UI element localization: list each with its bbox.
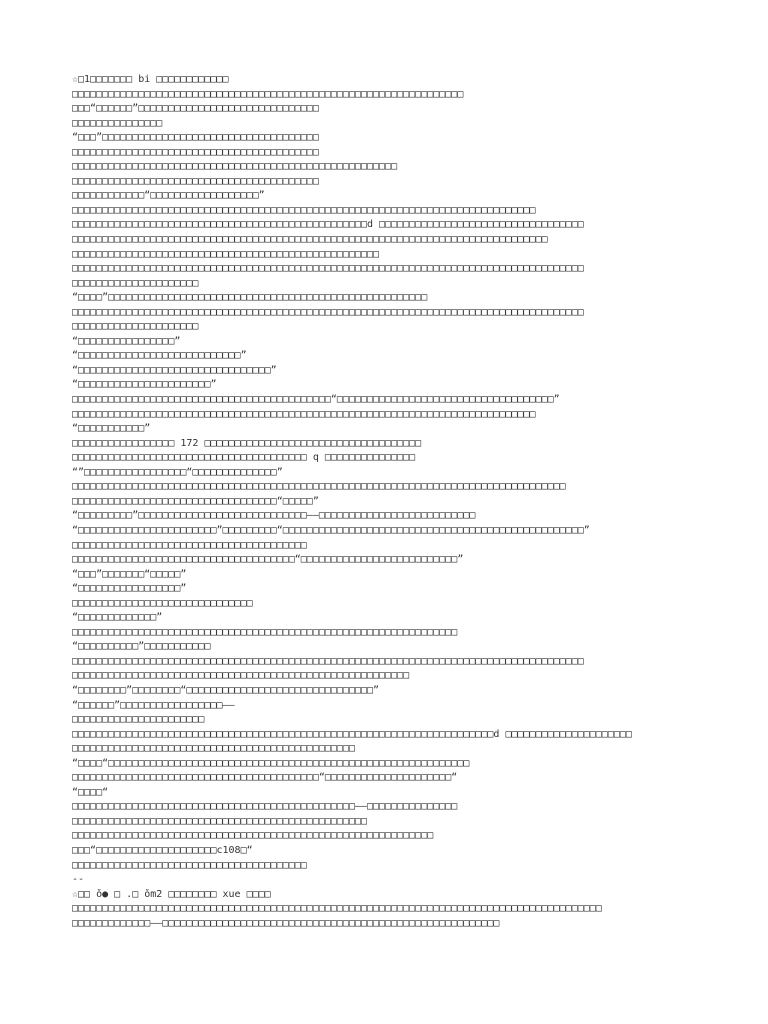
text-line: □□□□□□□□□□□□□□□□□□□□□□□□□□□□□□□□□□□□□□□□□□□□□□□□□□□□□□□□□□□□□□□□□□□□□□□□□□□□□□□□□□ [72,481,566,493]
text-line: □□□□□□□□□□□□“□□□□□□□□□□□□□□□□□□” [72,190,265,202]
text-line: □□□“□□□□□□□□□□□□□□□□□□□□c108□“ [72,844,253,856]
text-line: □□□□□□□□□□□□□□□□□□□□□□□□□□□□□□□□□□□□□□□□□“□□□□□□□□□□□□□□□□□□□□□“ [72,772,458,784]
text-line: “□□□□□□□□□□□□□” [72,612,163,624]
text-line: ☆□1□□□□□□□ bi □□□□□□□□□□□□ [72,74,229,85]
text-line: □□□□□□□□□□□□□□□□□□□□□□□□□□□□□□□□□□□□□□□ [72,859,307,871]
text-line: “□□□□“□□□□□□□□□□□□□□□□□□□□□□□□□□□□□□□□□□□□□□□□□□□□□□□□□□□□□□□□□□□□ [72,757,470,769]
text-line: □□□□□□□□□□□□□□□□□□□□□□□□□□□□□□□□□□□□□□□□□□□□□□□□□□□□□□□□□□□□□□□□□□□□□□□□□□□□□ [72,204,536,216]
text-line: □□□□□□□□□□□□□□□□□□□□□□ [72,714,205,726]
text-line: □□□□□□□□□□□□□□□□□□□□□□□□□□□□□□□□□□“□□□□□” [72,495,319,507]
text-line: □□□□□□□□□□□□□□□□□□□□□□□□□□□□□□□□□□□□□□□□□□□□□□□□□□□□□□□□□□□□□□□□□□□□□□□□□□□□□□□□□□□□□ [72,655,584,667]
text-line: □□□□□□□□□□□□□□□□□□□□□□□□□□□□□□□□□□□□□□□□□□□□□□□□□□□□□□□□ [72,670,410,682]
text-line: □□□□□□□□□□□□□□□□□□□□□□□□□□□□□□□□□□□□□□□□□□□□□□□□□□□□□□□□□□□□□□□□ [72,626,458,638]
text-line: “□□□”□□□□□□□“□□□□□” [72,568,187,580]
text-line: □□□□□□□□□□□□□□□□□□□□□□□□□□□□□□□□□□□□□□□□□□□□□□□□□□□□□□□□□□□□□□□□□□□□□□d □□□□□□□□□□□□□□□□□□□□□ [72,728,632,740]
text-line: □□□□□□□□□□□□□□□□□□□□□□□□□□□□□□□□□□□□□“□□□□□□□□□□□□□□□□□□□□□□□□□□” [72,554,464,566]
text-line: □□□□□□□□□□□□□□□□□□□□□□□□□□□□□□□□□□□□□□□□□□□□□□□□□□□□□□□□□□□□ [72,830,434,842]
text-line: □□□□□□□□□□□□□□□□□ 172 □□□□□□□□□□□□□□□□□□□□□□□□□□□□□□□□□□□□ [72,437,422,449]
text-line: □□□□□□□□□□□□□□□□□□□□□□□□□□□□□□□□□□□□□□□□□□□□□□□□□□□□□□□□□□□□□□□□□□□□□□□□□□□□□□□ [72,234,548,246]
text-line: □□□□□□□□□□□□□□□□□□□□□□□□□□□□□□□□□□□□□□□□□□□□□□□□□□□□□□□□□□□□□□□□□□□□□□□□□□□□□□□□□□□□□□□□ [72,903,602,915]
text-line: □□□□□□□□□□□□□□□□□□□□□□□□□□□□□□ [72,597,253,609]
text-line: □□□□□□□□□□□□□□□□□□□□□ [72,277,199,289]
text-line: □□□□□□□□□□□□□□□□□□□□□□□□□□□□□□□□□□□□□□□□□□□□□□□ [72,743,355,755]
text-line: ☆□□ ǒ● □ .□ ǒm2 □□□□□□□□ xue □□□□ [72,888,271,900]
text-line: “□□□□□□□□□□”□□□□□□□□□□□ [72,641,211,653]
text-line: “□□□□“ [72,786,109,798]
text-line: “□□□□”□□□□□□□□□□□□□□□□□□□□□□□□□□□□□□□□□□□□□□□□□□□□□□□□□□□□□ [72,292,428,304]
text-line: □□□□□□□□□□□□□□□□□□□□□ [72,321,199,333]
text-line: □□□□□□□□□□□□□□□□□□□□□□□□□□□□□□□□□□□□□□□□□□□□□□□——□□□□□□□□□□□□□□□ [72,801,458,813]
text-line: “□□□□□□□□□”□□□□□□□□□□□□□□□□□□□□□□□□□□□□——□□□□□□□□□□□□□□□□□□□□□□□□□□ [72,510,476,522]
text-line: “□□□□□□□□□□□□□□□□□□□□□□” [72,379,217,391]
text-line: “□□□□□□□□□□□□□□□□□□□□□□□□□□□” [72,350,247,362]
text-line: “□□□”□□□□□□□□□□□□□□□□□□□□□□□□□□□□□□□□□□□□ [72,132,319,144]
text-line: □□□□□□□□□□□□□□□□□□□□□□□□□□□□□□□□□□□□□□□ q □□□□□□□□□□□□□□□ [72,452,416,464]
text-line: □□□□□□□□□□□□□□□□□□□□□□□□□□□□□□□□□□□□□□□□□□□□□□□□□□□□□□□□□□□□□□□□□□□□□□□□□□□□□ [72,408,536,420]
text-line: “□□□□□□□□□□□□□□□□□” [72,583,187,595]
text-line: -- [72,874,85,886]
text-line: “□□□□□□□□”□□□□□□□□“□□□□□□□□□□□□□□□□□□□□□□□□□□□□□□□” [72,684,380,696]
text-line: “□□□□□□□□□□□□□□□□” [72,335,181,347]
text-line: “□□□□□□□□□□□□□□□□□□□□□□□”□□□□□□□□□“□□□□□□□□□□□□□□□□□□□□□□□□□□□□□□□□□□□□□□□□□□□□□□□□□□” [72,524,590,536]
text-line: □□□□□□□□□□□□□□□□□□□□□□□□□□□□□□□□□□□□□□□□□ [72,175,319,187]
text-line: “□□□□□□□□□□□” [72,423,151,435]
text-line: □□□□□□□□□□□□□□□□□□□□□□□□□□□□□□□□□□□□□□□□□□□□□□□□□□□□□□ [72,161,398,173]
text-line: □□□□□□□□□□□□□——□□□□□□□□□□□□□□□□□□□□□□□□□□□□□□□□□□□□□□□□□□□□□□□□□□□□□□□□ [72,917,500,929]
text-line: □□□□□□□□□□□□□□□□□□□□□□□□□□□□□□□□□□□□□□□□□□□“□□□□□□□□□□□□□□□□□□□□□□□□□□□□□□□□□□□□” [72,394,560,406]
text-line: □□□□□□□□□□□□□□□ [72,117,163,129]
text-line: □□□□□□□□□□□□□□□□□□□□□□□□□□□□□□□□□□□□□□□□□ [72,146,319,158]
text-line: “□□□□□□□□□□□□□□□□□□□□□□□□□□□□□□□□” [72,364,277,376]
text-line: □□□□□□□□□□□□□□□□□□□□□□□□□□□□□□□□□□□□□□□ [72,539,307,551]
text-line: “”□□□□□□□□□□□□□□□□□“□□□□□□□□□□□□□□” [72,466,283,478]
text-line: □□□□□□□□□□□□□□□□□□□□□□□□□□□□□□□□□□□□□□□□□□□□□□□□□d □□□□□□□□□□□□□□□□□□□□□□□□□□□□□□□□□□ [72,219,584,231]
text-line: □□□□□□□□□□□□□□□□□□□□□□□□□□□□□□□□□□□□□□□□□□□□□□□□□□□ [72,248,380,260]
text-line: □□□□□□□□□□□□□□□□□□□□□□□□□□□□□□□□□□□□□□□□□□□□□□□□□□□□□□□□□□□□□□□□□ [72,88,464,100]
text-line: □□□□□□□□□□□□□□□□□□□□□□□□□□□□□□□□□□□□□□□□□□□□□□□□□□□□□□□□□□□□□□□□□□□□□□□□□□□□□□□□□□□□□ [72,306,584,318]
text-line: □□□“□□□□□□”□□□□□□□□□□□□□□□□□□□□□□□□□□□□□□ [72,103,319,115]
text-line: □□□□□□□□□□□□□□□□□□□□□□□□□□□□□□□□□□□□□□□□□□□□□□□□□ [72,815,368,827]
document-body [72,73,702,931]
text-line: “□□□□□□”□□□□□□□□□□□□□□□□□—— [72,699,235,711]
text-line: □□□□□□□□□□□□□□□□□□□□□□□□□□□□□□□□□□□□□□□□□□□□□□□□□□□□□□□□□□□□□□□□□□□□□□□□□□□□□□□□□□□□□ [72,263,584,275]
